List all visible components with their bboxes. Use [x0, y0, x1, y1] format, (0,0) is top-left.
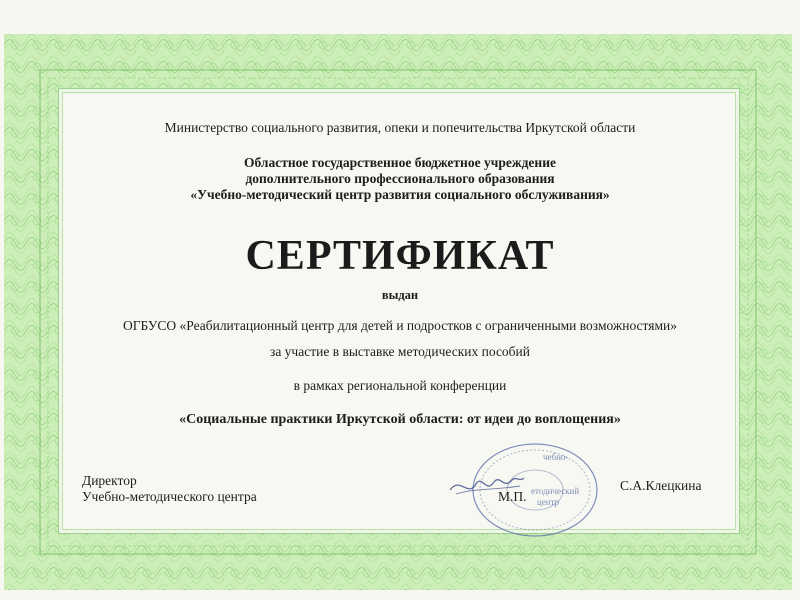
stamp-text-line-3: центр [537, 497, 560, 507]
signatory-name: С.А.Клецкина [620, 478, 702, 493]
stamp-place-label: М.П. [498, 489, 527, 504]
award-context: в рамках региональной конференции [293, 378, 507, 393]
stamp-text-line-1: чебно- [543, 452, 569, 462]
award-reason: за участие в выставке методических пособий [269, 344, 531, 359]
ministry-name: Министерство социального развития, опеки и попечительства Иркутской области [164, 120, 636, 135]
organization-line-1: Областное государственное бюджетное учреждение [244, 155, 556, 170]
conference-name: «Социальные практики Иркутской области: от идеи до воплощения» [179, 412, 621, 427]
certificate-title: СЕРТИФИКАТ [245, 233, 555, 279]
organization-line-3: «Учебно-методический центр развития социального обслуживания» [190, 187, 610, 202]
stamp-text-line-2: етодический [531, 486, 580, 496]
recipient-name: ОГБУСО «Реабилитационный центр для детей и подростков с ограниченными возможностями» [122, 318, 677, 333]
director-organization: Учебно-методического центра [82, 489, 257, 504]
director-title: Директор [82, 473, 137, 488]
issued-label: выдан [381, 288, 419, 302]
organization-line-2: дополнительного профессионального образования [245, 171, 555, 186]
